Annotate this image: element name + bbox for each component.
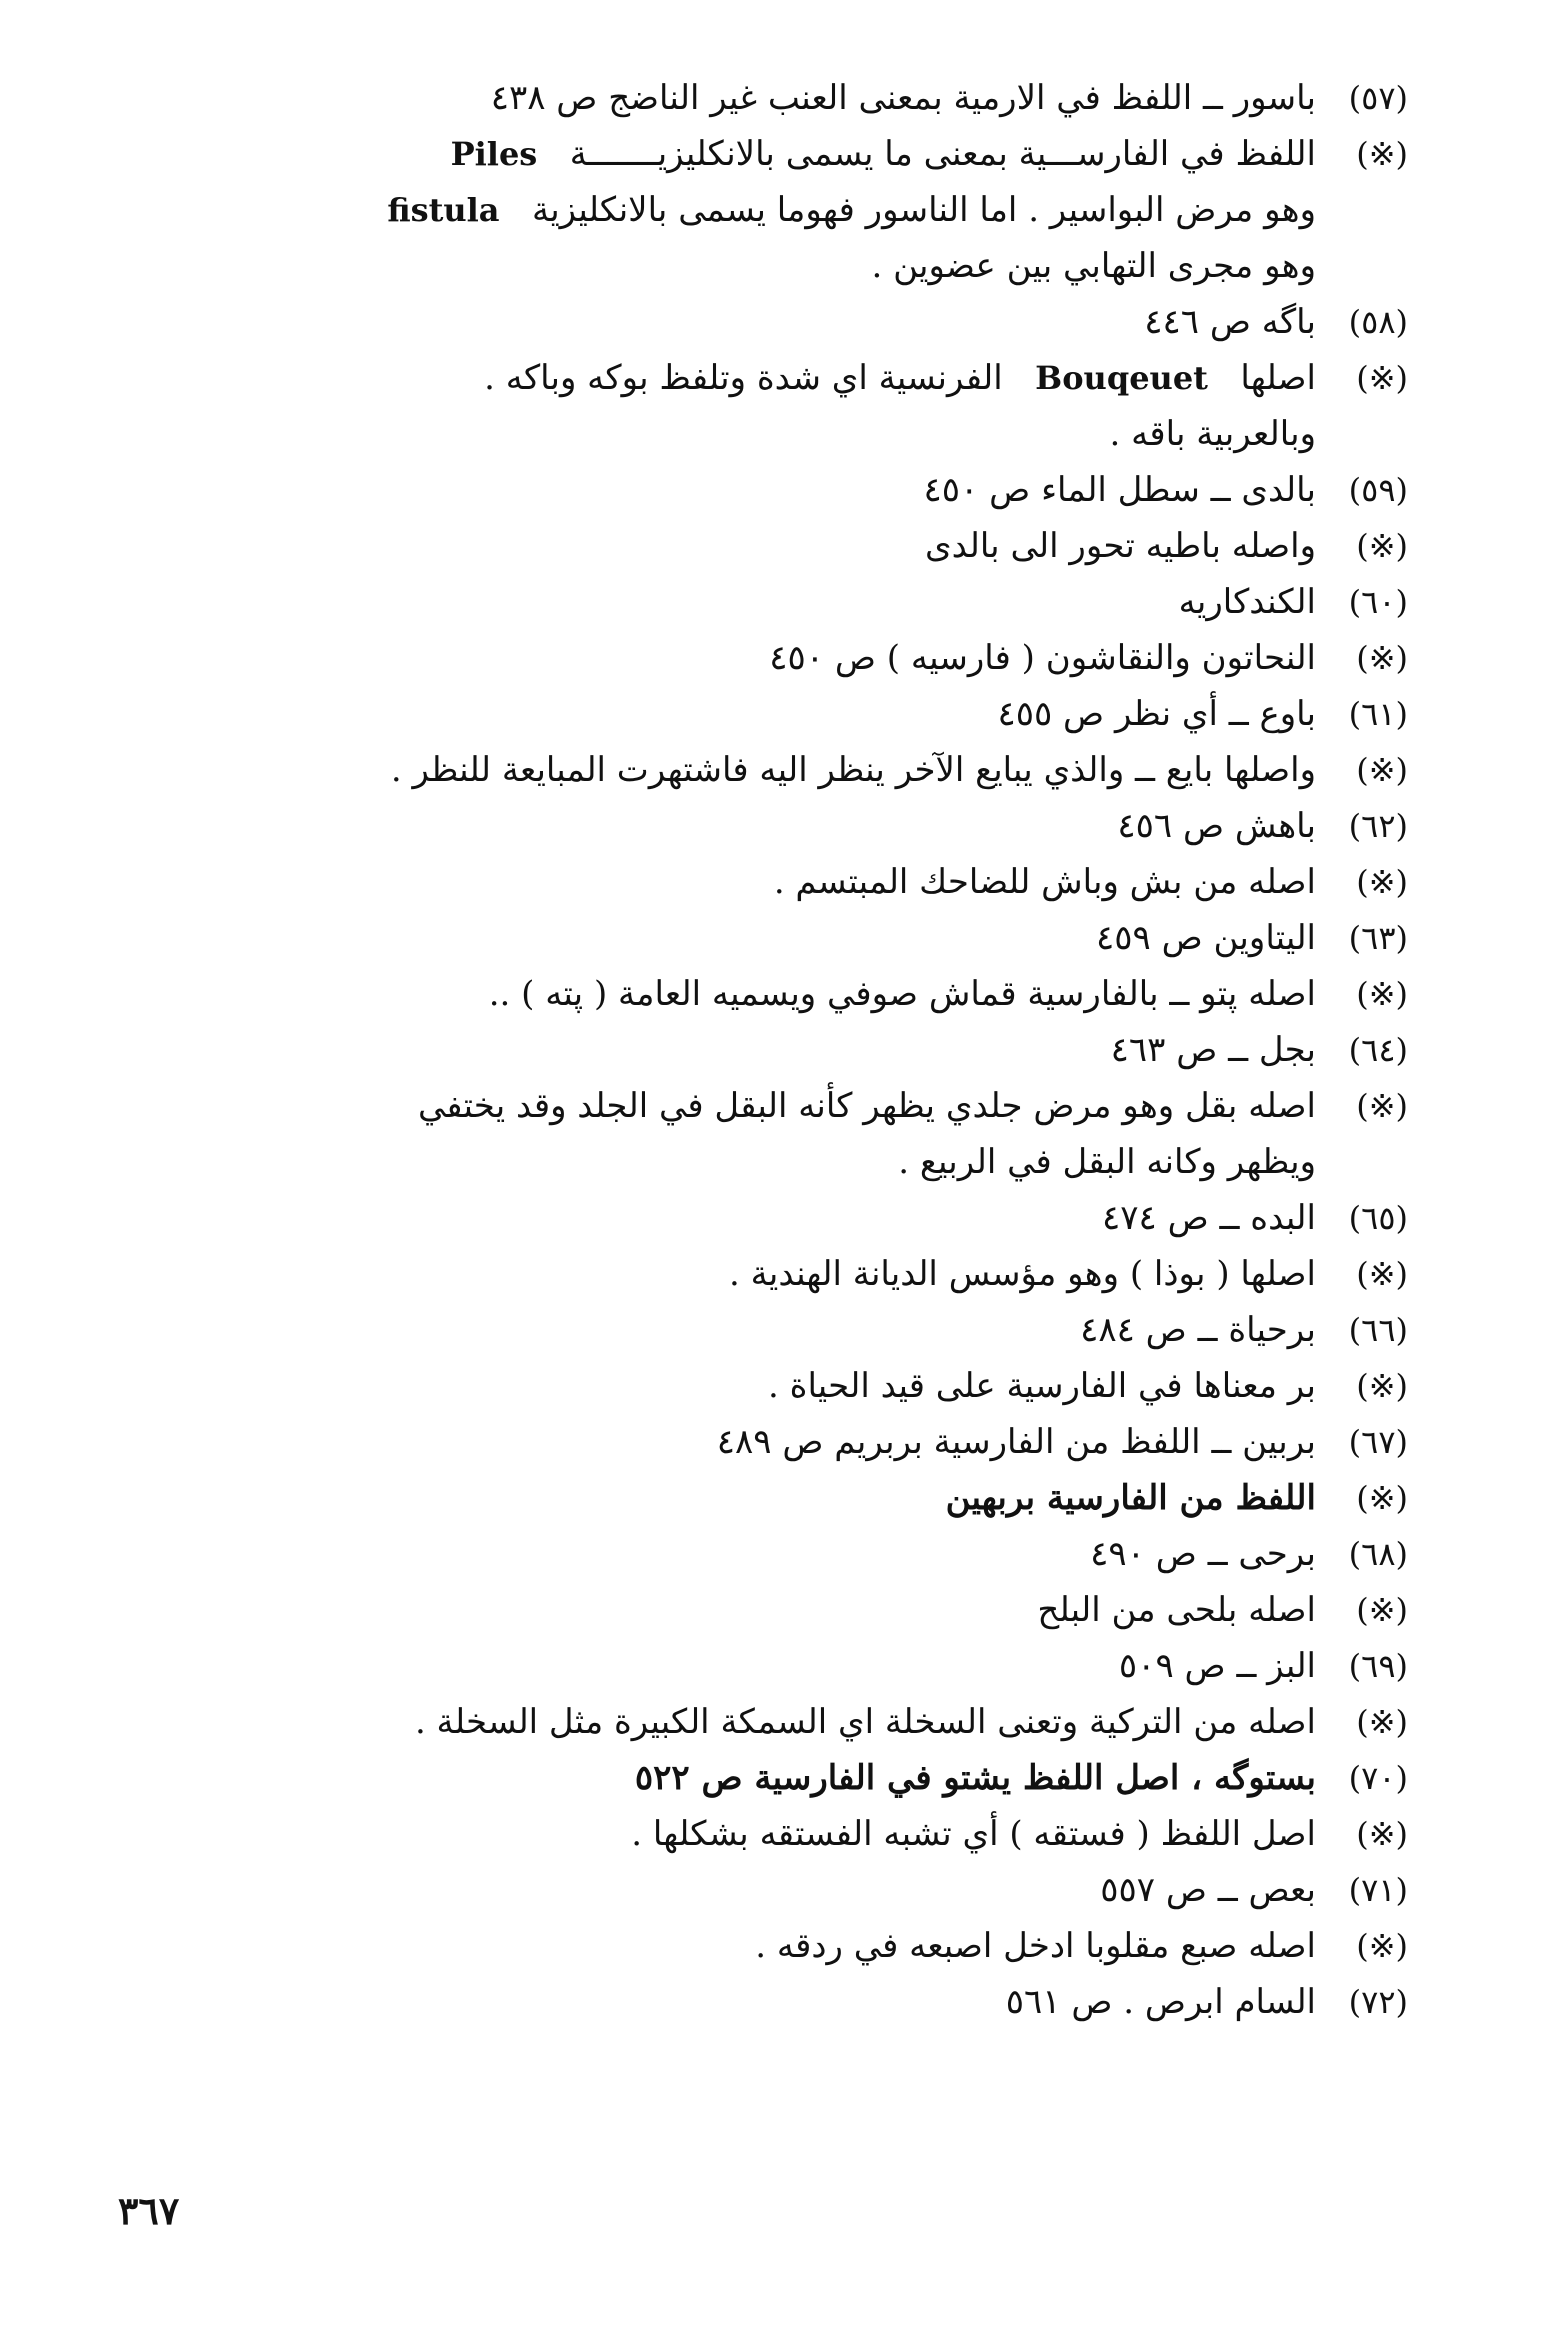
latin-term: Piles [450, 135, 538, 173]
entry-line [118, 798, 1408, 854]
entry-line [118, 1750, 1408, 1806]
entry-marker: (٦٣) [1348, 919, 1408, 957]
entry-text-main: بستوگه ، اصل اللفظ يشتو في الفارسية ص ٥٢٢ [634, 1758, 1316, 1798]
entry-text-main: ويظهر وكانه البقل في الربيع . [898, 1142, 1316, 1182]
entry-line [118, 1974, 1408, 2030]
entry-text-main: بربين ــ اللفظ من الفارسية بربريم ص ٤٨٩ [716, 1422, 1316, 1462]
entry-marker: (٥٧) [1348, 79, 1408, 117]
entry-text-main: اصله من بش وباش للضاحك المبتسم . [773, 862, 1316, 902]
entry-marker: (※) [1356, 1087, 1408, 1125]
entry-marker: (※) [1356, 1815, 1408, 1853]
entry-line [118, 70, 1408, 126]
latin-term: Bouqeuet [1035, 359, 1208, 397]
entry-marker: (٦٦) [1348, 1311, 1408, 1349]
entry-text-main: اصله بلحى من البلح [1037, 1590, 1316, 1630]
entry-text-main: السام ابرص . ص ٥٦١ [1005, 1982, 1316, 2022]
entry-line [118, 1638, 1408, 1694]
entry-text-main: اصله صبع مقلوبا ادخل اصبعه في ردقه . [755, 1926, 1316, 1966]
entry-marker: (※) [1356, 1703, 1408, 1741]
entry-line [118, 686, 1408, 742]
entry-text-main: اليتاوين ص ٤٥٩ [1096, 918, 1316, 958]
entry-text-main: اصلها ( بوذا ) وهو مؤسس الديانة الهندية . [729, 1254, 1316, 1294]
entry-line [118, 1078, 1408, 1134]
entry-text-main: وبالعربية باقه . [1109, 414, 1316, 454]
entry-text [118, 350, 1316, 406]
entry-line [118, 462, 1408, 518]
entry-text [118, 1246, 1316, 1302]
entry-text [118, 798, 1316, 854]
entry-text-main: واصلها بايع ــ والذي يبايع الآخر ينظر اليه فاشتهرت المبايعة للنظر . [390, 750, 1316, 790]
entry-text [118, 294, 1316, 350]
entry-line [118, 294, 1408, 350]
entry-line [118, 1470, 1408, 1526]
entry-text [118, 1022, 1316, 1078]
entry-line [118, 126, 1408, 182]
entry-text-main: اصله من التركية وتعنى السخلة اي السمكة الكبيرة مثل السخلة . [414, 1702, 1316, 1742]
entry-text [118, 238, 1316, 294]
entry-text [118, 854, 1316, 910]
entry-text [118, 1526, 1316, 1582]
entry-marker: (※) [1356, 527, 1408, 565]
entry-line [118, 854, 1408, 910]
entry-text-main: باگه ص ٤٤٦ [1144, 302, 1316, 342]
entry-line [118, 1246, 1408, 1302]
entry-text [118, 1358, 1316, 1414]
entry-text [118, 1974, 1316, 2030]
entry-text-main: وهو مجرى التهابي بين عضوين . [871, 246, 1316, 286]
entry-line [118, 518, 1408, 574]
entry-text [118, 686, 1316, 742]
entry-text [118, 1582, 1316, 1638]
entry-line [118, 1582, 1408, 1638]
entry-marker: (٧٠) [1348, 1759, 1408, 1797]
entry-text [118, 70, 1316, 126]
entry-text-main: بالدى ــ سطل الماء ص ٤٥٠ [923, 470, 1316, 510]
entry-text [118, 1134, 1316, 1190]
entry-text [118, 182, 1316, 238]
entry-marker: (٧١) [1348, 1871, 1408, 1909]
entry-text [118, 742, 1316, 798]
entry-marker: (٥٨) [1348, 303, 1408, 341]
entry-marker: (٧٢) [1348, 1983, 1408, 2021]
entry-text-main: اصلها [1240, 358, 1316, 398]
entry-text [118, 1414, 1316, 1470]
entry-line [118, 1694, 1408, 1750]
entry-text [118, 1190, 1316, 1246]
entry-text-main: باوع ــ أي نظر ص ٤٥٥ [997, 694, 1316, 734]
entry-line [118, 910, 1408, 966]
entry-text-main: برحى ــ ص ٤٩٠ [1090, 1534, 1316, 1574]
entry-text [118, 1302, 1316, 1358]
entry-marker: (٦٠) [1348, 583, 1408, 621]
entry-marker: (※) [1356, 1367, 1408, 1405]
entry-marker: (٦٩) [1348, 1647, 1408, 1685]
entry-text-main: اللفظ من الفارسية بربهين [945, 1478, 1316, 1518]
entry-text [118, 1862, 1316, 1918]
entry-marker: (※) [1356, 1591, 1408, 1629]
entry-marker: (٦١) [1348, 695, 1408, 733]
entry-text-main: بعص ــ ص ٥٥٧ [1100, 1870, 1316, 1910]
entry-text-main: باهش ص ٤٥٦ [1117, 806, 1316, 846]
entry-text-main: البز ــ ص ٥٠٩ [1118, 1646, 1316, 1686]
entry-marker: (※) [1356, 863, 1408, 901]
entry-text [118, 518, 1316, 574]
page-number: ٣٦٧ [118, 2188, 180, 2233]
entry-marker: (※) [1356, 1927, 1408, 1965]
entry-text [118, 574, 1316, 630]
entry-line [118, 630, 1408, 686]
entry-line [118, 1302, 1408, 1358]
entry-text-main: بجل ــ ص ٤٦٣ [1110, 1030, 1316, 1070]
entry-marker: (※) [1356, 751, 1408, 789]
entry-line [118, 1414, 1408, 1470]
entry-text [118, 630, 1316, 686]
entry-continuation-line [118, 238, 1408, 294]
entry-line [118, 1358, 1408, 1414]
entry-continuation-line [118, 182, 1408, 238]
entry-text [118, 1750, 1316, 1806]
entry-text-main: بر معناها في الفارسية على قيد الحياة . [768, 1366, 1316, 1406]
entry-continuation-line [118, 1134, 1408, 1190]
entry-line [118, 1526, 1408, 1582]
entry-line [118, 574, 1408, 630]
entry-marker: (٦٥) [1348, 1199, 1408, 1237]
entry-marker: (※) [1356, 1479, 1408, 1517]
entry-text [118, 1078, 1316, 1134]
entry-text-main: واصله باطيه تحور الى بالدى [925, 526, 1316, 566]
entry-text [118, 910, 1316, 966]
entry-text [118, 1638, 1316, 1694]
entry-line [118, 1190, 1408, 1246]
entry-text-main: اللفظ في الفارســـية بمعنى ما يسمى بالانكليزيـــــــة [569, 134, 1316, 174]
entry-marker: (٦٧) [1348, 1423, 1408, 1461]
entry-text-main: البده ــ ص ٤٧٤ [1102, 1198, 1316, 1238]
entry-text-main: اصله پتو ــ بالفارسية قماش صوفي ويسميه العامة ( پته ) .. [488, 974, 1316, 1014]
entry-text-main: باسور ــ اللفظ في الارمية بمعنى العنب غير الناضج ص ٤٣٨ [490, 78, 1316, 118]
entry-marker: (٥٩) [1348, 471, 1408, 509]
latin-term: fistula [387, 191, 500, 229]
entry-text [118, 1470, 1316, 1526]
entry-text-main: اصل اللفظ ( فستقه ) أي تشبه الفستقه بشكلها . [631, 1814, 1316, 1854]
entry-marker: (※) [1356, 135, 1408, 173]
entry-text-main: وهو مرض البواسير . اما الناسور فهوما يسمى بالانكليزية [531, 190, 1316, 230]
entry-text-main: النحاتون والنقاشون ( فارسيه ) ص ٤٥٠ [769, 638, 1316, 678]
entry-marker: (٦٤) [1348, 1031, 1408, 1069]
entry-text [118, 1806, 1316, 1862]
entry-text [118, 966, 1316, 1022]
entry-text [118, 462, 1316, 518]
entry-text [118, 406, 1316, 462]
entry-text-main: برحياة ــ ص ٤٨٤ [1080, 1310, 1316, 1350]
entry-line [118, 1022, 1408, 1078]
entry-line [118, 1918, 1408, 1974]
entry-continuation-line [118, 406, 1408, 462]
entry-marker: (٦٨) [1348, 1535, 1408, 1573]
entry-marker: (※) [1356, 1255, 1408, 1293]
entry-line [118, 350, 1408, 406]
entry-text-after: الفرنسية اي شدة وتلفظ بوكه وباكه . [484, 358, 1003, 398]
entry-line [118, 742, 1408, 798]
entry-marker: (٦٢) [1348, 807, 1408, 845]
entry-marker: (※) [1356, 975, 1408, 1013]
entry-line [118, 966, 1408, 1022]
entry-marker: (※) [1356, 639, 1408, 677]
entry-marker: (※) [1356, 359, 1408, 397]
entry-text [118, 1694, 1316, 1750]
entry-text [118, 126, 1316, 182]
entry-list [118, 70, 1408, 2030]
entry-text-main: اصله بقل وهو مرض جلدي يظهر كأنه البقل في الجلد وقد يختفي [417, 1086, 1316, 1126]
entry-line [118, 1806, 1408, 1862]
entry-line [118, 1862, 1408, 1918]
entry-text-main: الكندكاريه [1178, 582, 1316, 622]
entry-text [118, 1918, 1316, 1974]
